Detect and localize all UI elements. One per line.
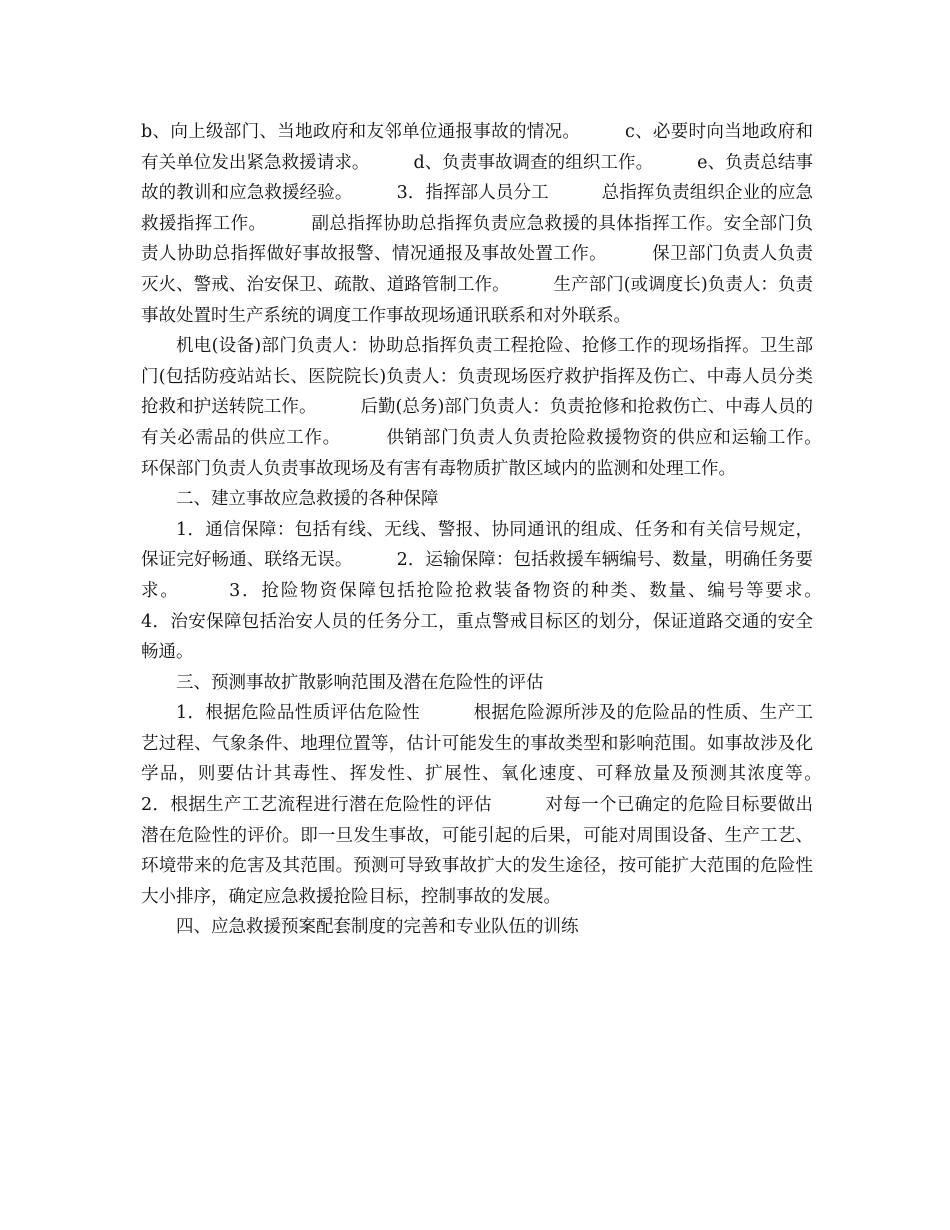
paragraph-risk-assessment: 1．根据危险品性质评估危险性 根据危险源所涉及的危险品的性质、生产工艺过程、气象条件、地理位置等，估计可能发生的事故类型和影响范围。如事故涉及化学品，则要估计其毒性、挥发性、扩展性、氧化速度、可释放量及预测其浓度等。 2．根据生产工艺流程进行潜在危险性的评估 对每一个已确定的危险目标要做出潜在危险性的评价。即一旦发生事故，可能引起的后果，可能对周围设备、生产工艺、环境带来的危害及其范围。预测可导致事故扩大的发生途径，按可能扩大范围的危险性大小排序，确定应急救援抢险目标，控制事故的发展。 [141, 703, 866, 907]
document-page [141, 117, 866, 943]
paragraph-department-duties: 机电(设备)部门负责人：协助总指挥负责工程抢险、抢修工作的现场指挥。卫生部门(包括防疫站站长、医院院长)负责人：负责现场医疗救护指挥及伤亡、中毒人员分类抢救和护送转院工作。 后勤(总务)部门负责人：负责抢修和抢救伤亡、中毒人员的有关必需品的供应工作。 供销部门负责人负责抢险救援物资的供应和运输工作。 环保部门负责人负责事故现场及有害有毒物质扩散区域内的监测和处理工作。 [141, 336, 866, 479]
heading-section-2: 二、建立事故应急救援的各种保障 [176, 489, 439, 510]
heading-section-3: 三、预测事故扩散影响范围及潜在危险性的评估 [176, 672, 544, 693]
paragraph-command-duties: b、向上级部门、当地政府和友邻单位通报事故的情况。 c、必要时向当地政府和有关单位发出紧急救援请求。 d、负责事故调查的组织工作。 e、负责总结事故的教训和应急救援经验。 3．指挥部人员分工 总指挥负责组织企业的应急救援指挥工作。 副总指挥协助总指挥负责应急救援的具体指挥工作。安全部门负责人协助总指挥做好事故报警、情况通报及事故处置工作。 保卫部门负责人负责灭火、警戒、治安保卫、疏散、道路管制工作。 生产部门(或调度长)负责人：负责事故处置时生产系统的调度工作事故现场通讯联系和对外联系。 [141, 122, 813, 326]
heading-section-4: 四、应急救援预案配套制度的完善和专业队伍的训练 [176, 917, 579, 938]
paragraph-support-guarantees: 1．通信保障：包括有线、无线、警报、协同通讯的组成、任务和有关信号规定，保证完好畅通、联络无误。 2．运输保障：包括救援车辆编号、数量，明确任务要求。 3．抢险物资保障包括抢险抢救装备物资的种类、数量、编号等要求。 4．治安保障包括治安人员的任务分工，重点警戒目标区的划分，保证道路交通的安全畅通。 [141, 519, 866, 663]
